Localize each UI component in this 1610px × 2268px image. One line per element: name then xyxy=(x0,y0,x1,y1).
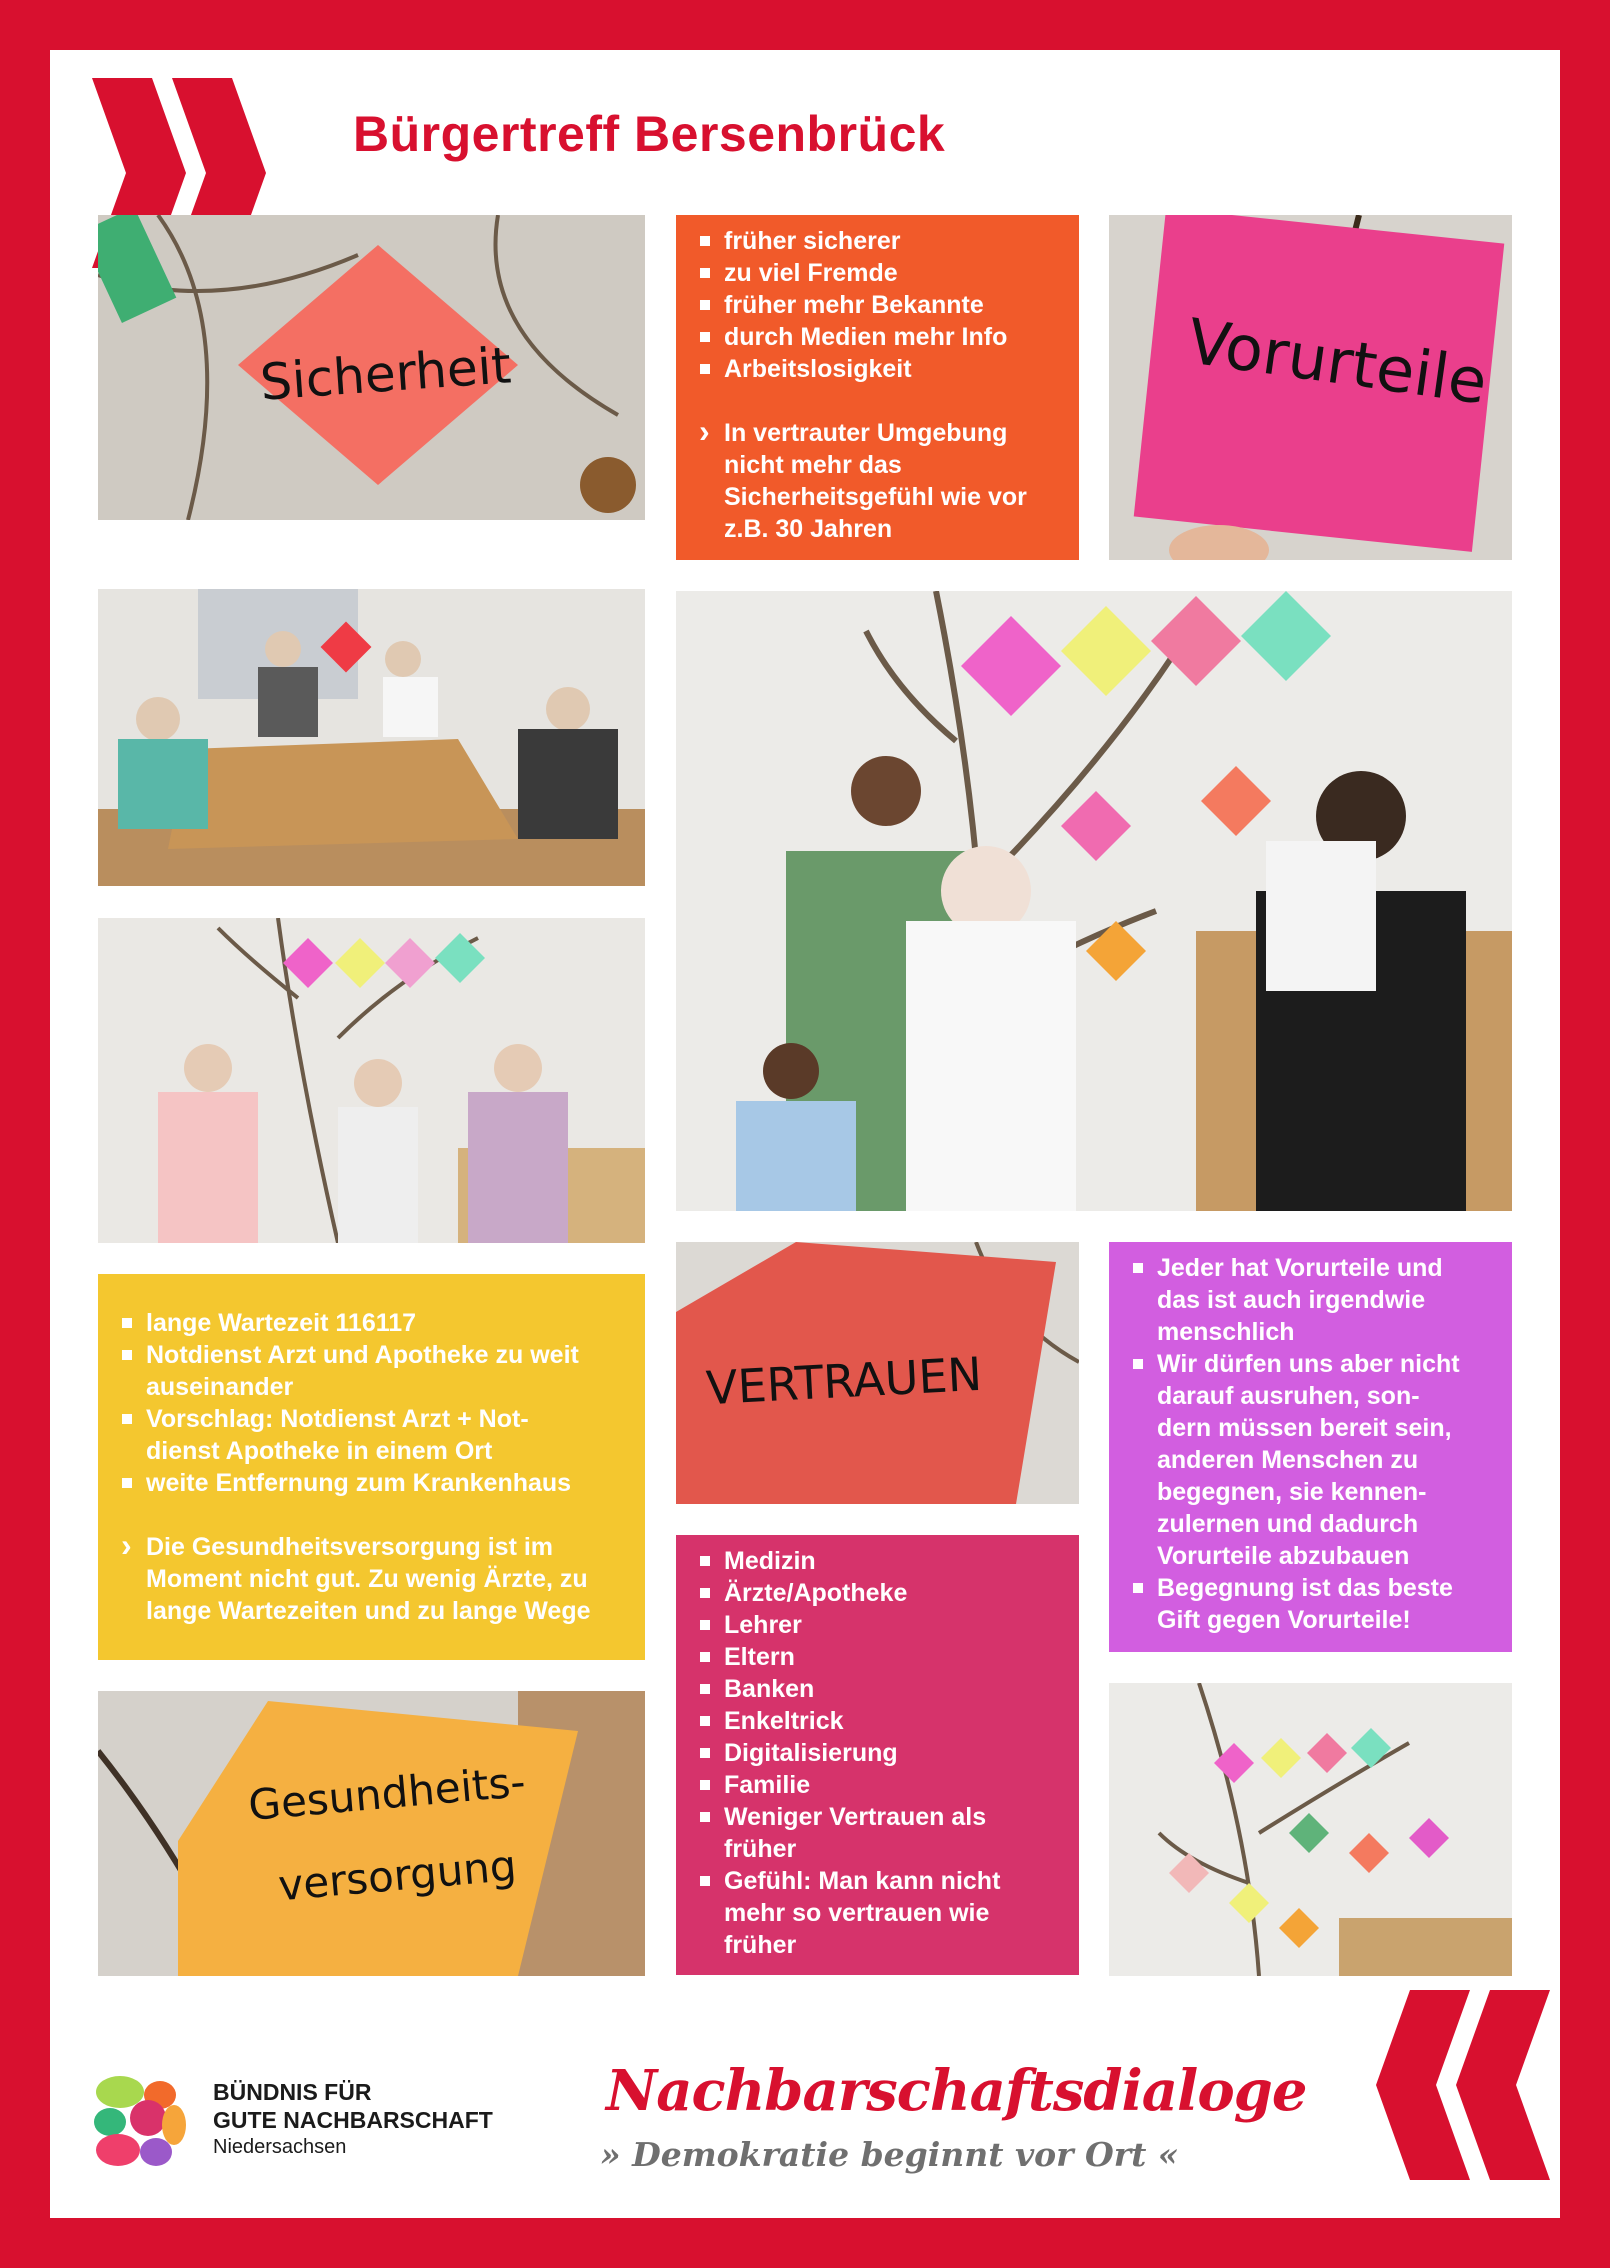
summary-line: nicht mehr das xyxy=(724,451,902,479)
close-quote: « xyxy=(1157,2135,1179,2174)
box-gesundheit xyxy=(98,1274,645,1660)
photo-vorurteile-note xyxy=(1109,215,1512,560)
list-item: Gefühl: Man kann nicht mehr so vertrauen wie früher xyxy=(694,1865,1055,1961)
note-label-gesundheit-line1: Gesundheits- xyxy=(246,1756,528,1831)
campaign-subtitle xyxy=(600,2135,1179,2174)
box-vorurteile xyxy=(1109,1242,1512,1652)
list-item: Medizin xyxy=(694,1545,1055,1577)
list-item: Begegnung ist das beste Gift gegen Vorurteile! xyxy=(1127,1572,1488,1636)
box-vertrauen xyxy=(676,1535,1079,1975)
photo-seniors-tree xyxy=(98,918,645,1243)
photo-vertrauen-note xyxy=(676,1242,1079,1504)
list-item: Familie xyxy=(694,1769,1055,1801)
list-item: Ärzte/Apotheke xyxy=(694,1577,1055,1609)
open-quote: » xyxy=(600,2135,621,2174)
list-item: Jeder hat Vorurteile und das ist auch irgendwie menschlich xyxy=(1127,1252,1488,1348)
list-item: Vorschlag: Notdienst Arzt + Not- dienst Apotheke in einem Ort xyxy=(116,1403,621,1467)
note-label-vorurteile: Vorurteile xyxy=(1183,304,1492,419)
list-item: Enkeltrick xyxy=(694,1705,1055,1737)
list-item: Lehrer xyxy=(694,1609,1055,1641)
list-item: durch Medien mehr Info xyxy=(694,321,1055,353)
logo-region: Niedersachsen xyxy=(213,2136,347,2158)
note-label-sicherheit: Sicherheit xyxy=(258,336,513,412)
list-item: lange Wartezeit 116117 xyxy=(116,1307,621,1339)
photo-group-at-table xyxy=(98,589,645,886)
subtitle-text: Demokratie beginnt vor Ort xyxy=(632,2135,1147,2174)
list-item: Eltern xyxy=(694,1641,1055,1673)
summary-line: › Die Gesundheitsversorgung ist im Moment nicht gut. Zu wenig Ärzte, zu lange Wartezeiten und zu lange Wege xyxy=(116,1531,621,1627)
list-item: Banken xyxy=(694,1673,1055,1705)
list-item: Weniger Vertrauen als früher xyxy=(694,1801,1055,1865)
photo-gesundheit-note xyxy=(98,1691,645,1976)
box-sicherheit xyxy=(676,215,1079,560)
list-item: Digitalisierung xyxy=(694,1737,1055,1769)
list-item: früher sicherer xyxy=(694,225,1055,257)
summary-line: Sicherheitsgefühl wie vor xyxy=(724,483,1027,511)
list-item: Wir dürfen uns aber nicht darauf ausruhen, son- dern müssen bereit sein, anderen Menschen zu begegnen, sie kennen- zulernen und dadurch Vorurteile abzubauen xyxy=(1127,1348,1488,1572)
summary-line: z.B. 30 Jahren xyxy=(724,515,893,543)
photo-family-democracy-tree xyxy=(676,591,1512,1211)
note-label-vertrauen: VERTRAUEN xyxy=(704,1346,984,1416)
photo-sicherheit-note xyxy=(98,215,645,520)
photo-democracy-tree xyxy=(1109,1683,1512,1976)
list-item: weite Entfernung zum Krankenhaus xyxy=(116,1467,621,1499)
summary-line: › In vertrauter Umgebung xyxy=(694,417,1055,449)
list-item: Arbeitslosigkeit xyxy=(694,353,1055,385)
note-label-gesundheit-line2: versorgung xyxy=(276,1840,519,1911)
campaign-title: Nachbarschaftsdialoge xyxy=(606,2058,1307,2124)
chevron-close-quote-decoration xyxy=(1300,1990,1550,2220)
list-item: Notdienst Arzt und Apotheke zu weit auseinander xyxy=(116,1339,621,1403)
list-item: zu viel Fremde xyxy=(694,257,1055,289)
list-item: früher mehr Bekannte xyxy=(694,289,1055,321)
page-title: Bürgertreff Bersenbrück xyxy=(353,106,946,162)
buendnis-logo-icon xyxy=(90,2070,190,2170)
logo-wordmark: BÜNDNIS FÜR GUTE NACHBARSCHAFT xyxy=(213,2079,493,2133)
